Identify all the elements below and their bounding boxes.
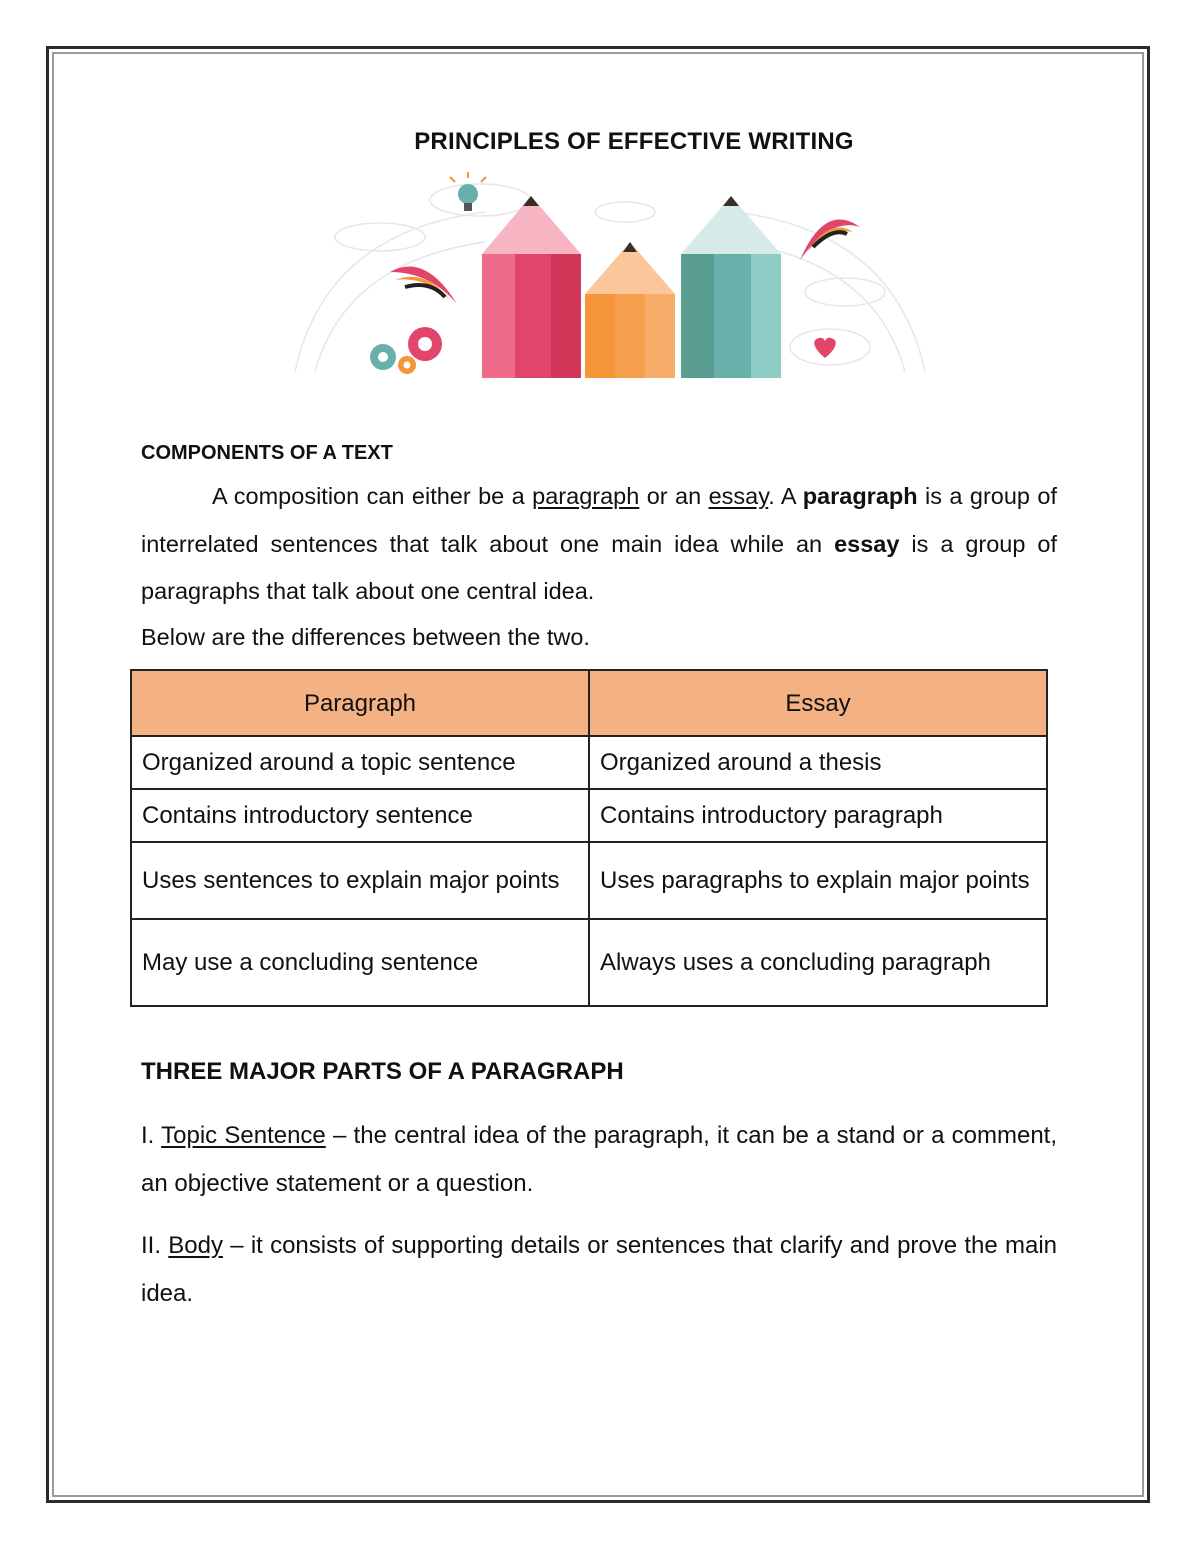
table-cell: Organized around a thesis — [589, 736, 1047, 789]
table-header-row — [131, 670, 1047, 736]
pencils-illustration — [285, 172, 935, 378]
table-cell: Uses sentences to explain major points — [131, 842, 589, 919]
intro-paragraph: A composition can either be a paragraph or an essay. A paragraph is a group of interrelated sentences that talk about one main idea while an essay is a group of paragraphs that talk about one central idea. — [141, 483, 1058, 604]
table-row — [131, 842, 1047, 919]
table-row — [131, 789, 1047, 842]
heart-icon — [814, 338, 836, 358]
page-title: PRINCIPLES OF EFFECTIVE WRITING — [414, 128, 854, 155]
topic-sentence-term: Topic Sentence — [161, 1122, 326, 1149]
pencil-teal — [681, 196, 781, 378]
lightbulb-icon — [450, 172, 486, 211]
table-cell: Uses paragraphs to explain major points — [589, 842, 1047, 919]
table-row — [131, 736, 1047, 789]
gears-icon — [370, 327, 442, 374]
essay-term: essay — [708, 483, 769, 509]
pencil-pink — [482, 196, 581, 378]
table-header: Paragraph — [131, 670, 589, 736]
body-term: Body — [168, 1232, 223, 1259]
table-row — [131, 919, 1047, 1006]
table-cell: May use a concluding sentence — [131, 919, 589, 1006]
table-cell: Always uses a concluding paragraph — [589, 919, 1047, 1006]
comparison-table — [130, 669, 1048, 1007]
table-header: Essay — [589, 670, 1047, 736]
differences-intro: Below are the differences between the two. — [141, 624, 590, 650]
paragraph-bold: paragraph — [802, 483, 918, 509]
essay-bold: essay — [834, 530, 900, 557]
paragraph-term: paragraph — [532, 483, 640, 509]
swoosh-left-icon — [390, 266, 457, 304]
pencil-orange — [585, 242, 675, 378]
list-item: I. Topic Sentence – the central idea of the paragraph, it can be a stand or a comment, an objective statement or a question. — [141, 1122, 1058, 1197]
table-cell: Contains introductory sentence — [131, 789, 589, 842]
list-item: II. Body – it consists of supporting details or sentences that clarify and prove the main idea. — [141, 1232, 1057, 1307]
table-cell: Contains introductory paragraph — [589, 789, 1047, 842]
table-cell: Organized around a topic sentence — [131, 736, 589, 789]
components-heading: COMPONENTS OF A TEXT — [141, 442, 393, 464]
parts-heading: THREE MAJOR PARTS OF A PARAGRAPH — [141, 1058, 624, 1085]
